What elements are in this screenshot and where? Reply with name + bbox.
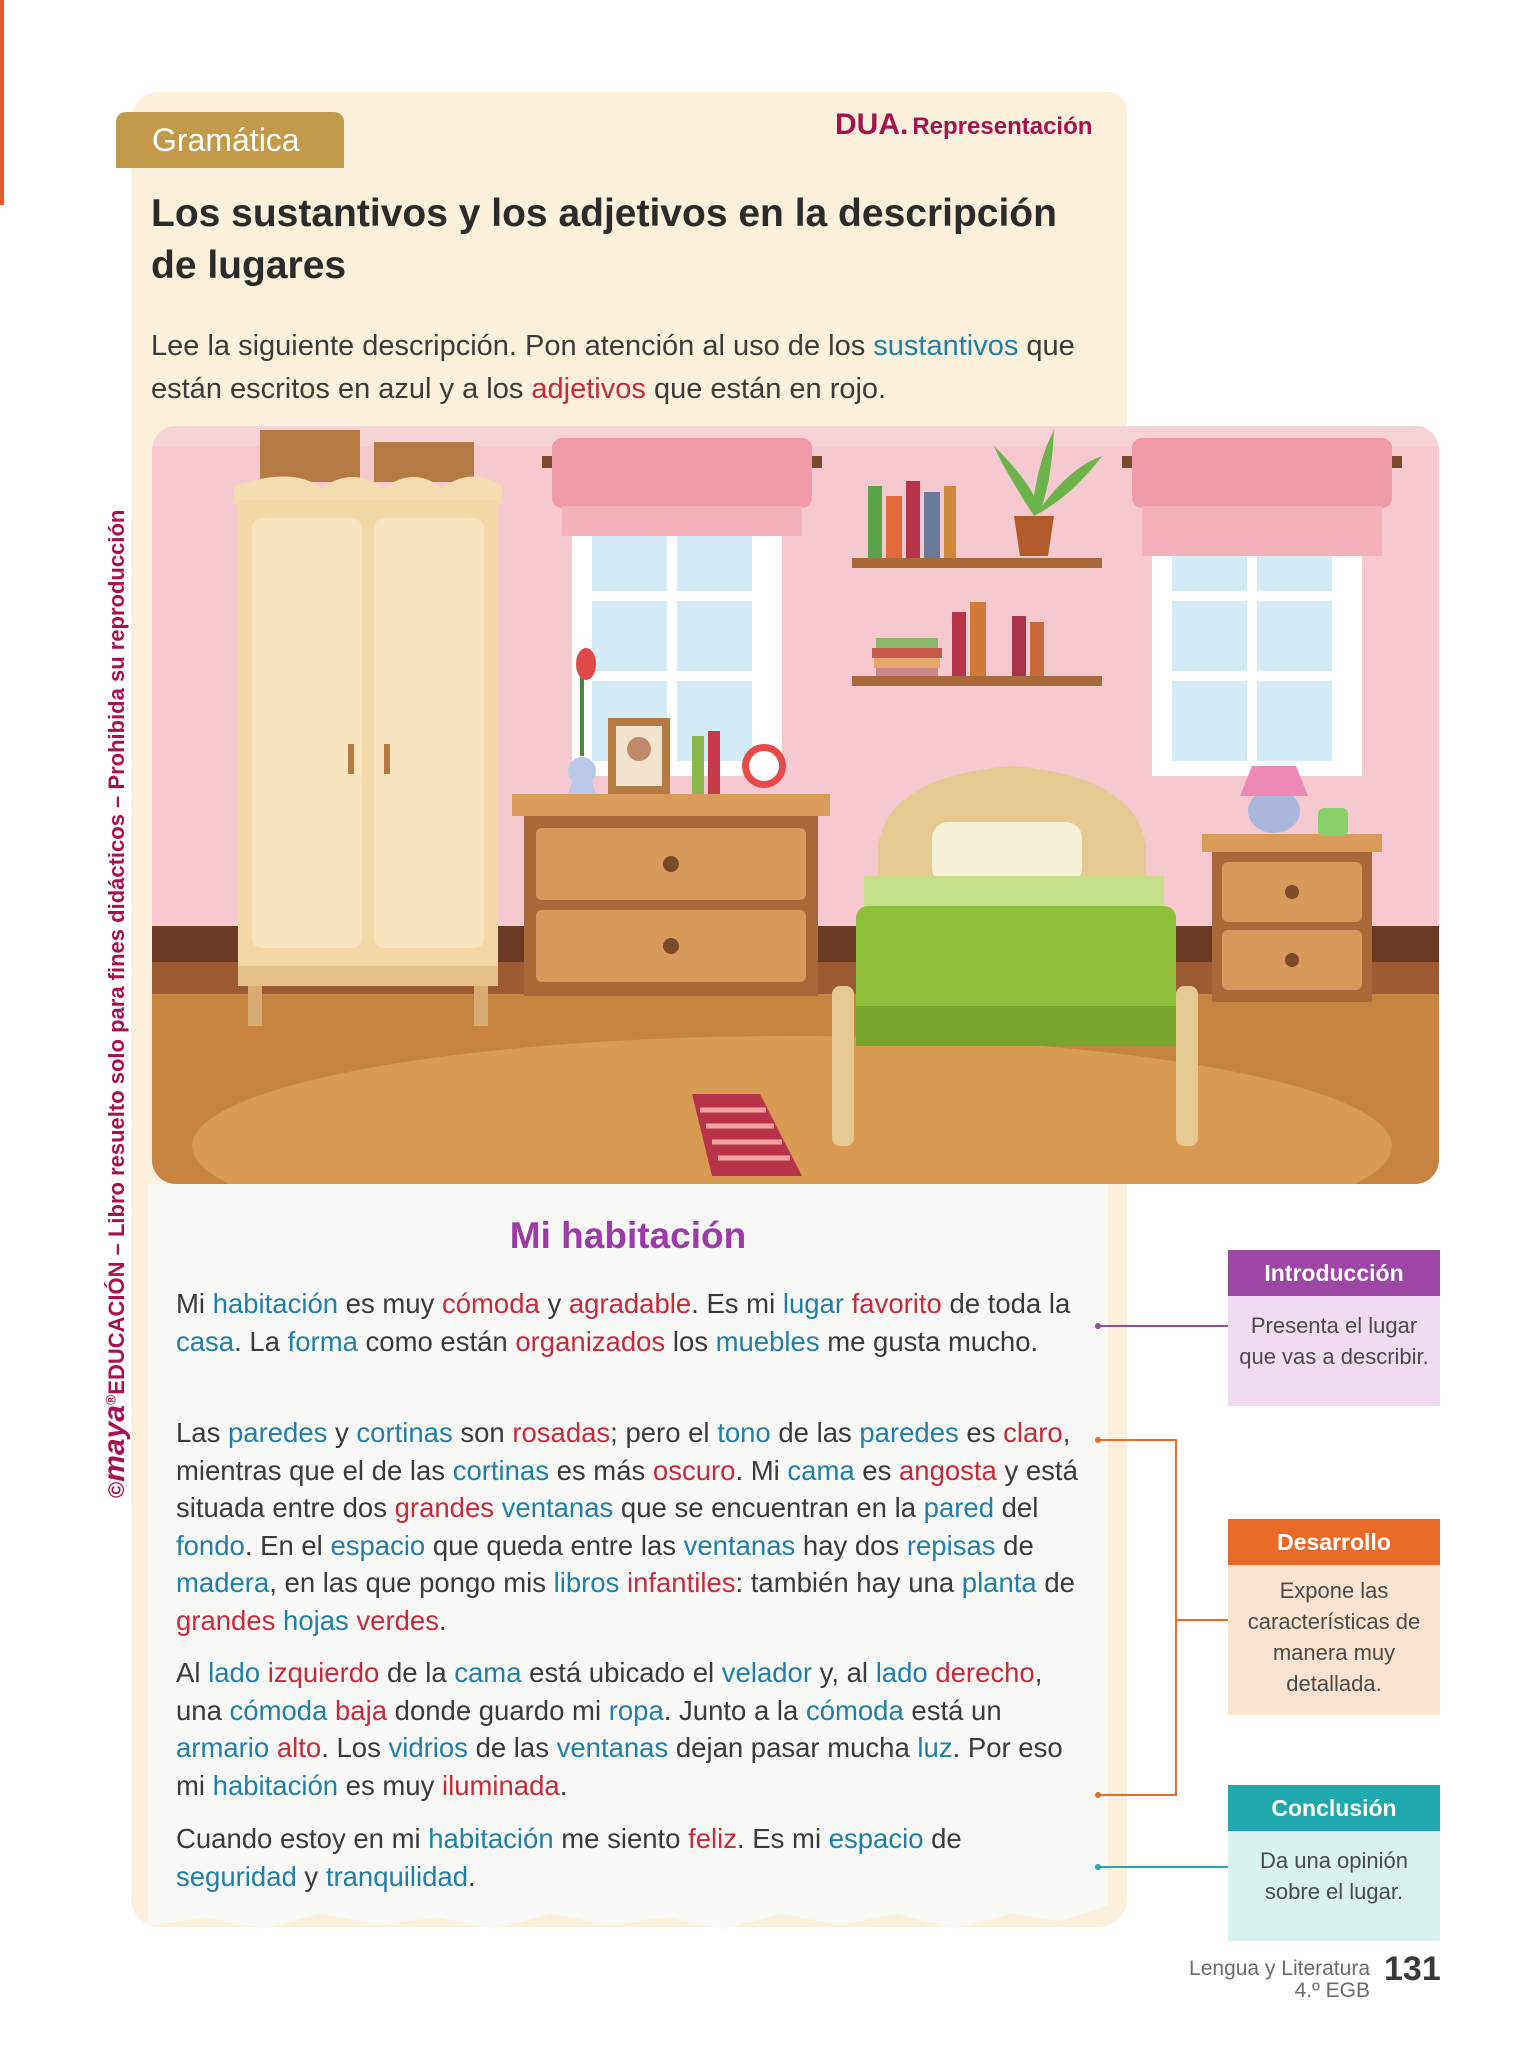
section-tab <box>116 112 344 168</box>
plain-text: de toda la <box>941 1288 1071 1319</box>
adjective-word: grandes <box>176 1604 276 1636</box>
plain-text: del <box>994 1492 1039 1523</box>
reading-paragraph-development-1 <box>176 1414 1086 1639</box>
plain-text: . Es mi <box>737 1823 829 1854</box>
reading-paragraph-introduction <box>176 1285 1086 1360</box>
noun-word: cortinas <box>356 1417 453 1448</box>
adjective-word: feliz <box>688 1823 738 1854</box>
dua-representation: Representación <box>912 113 1093 140</box>
adjective-word: claro <box>1003 1417 1063 1448</box>
noun-word: tono <box>717 1417 771 1448</box>
noun-word: fondo <box>176 1529 245 1561</box>
development-box <box>1228 1519 1440 1715</box>
reading-paragraph-conclusion <box>176 1820 1086 1895</box>
conclusion-description: Da una opinión sobre el lugar. <box>1228 1831 1440 1941</box>
adjective-word: angosta <box>898 1454 997 1486</box>
noun-word: seguridad <box>176 1860 297 1892</box>
instructions-text: que están en rojo. <box>645 373 887 405</box>
footer-subject <box>1150 1958 1370 2002</box>
nouns-keyword: sustantivos <box>873 330 1019 362</box>
plain-text: y <box>327 1417 357 1448</box>
plain-text: . <box>438 1604 447 1636</box>
plain-text: y, al <box>812 1657 876 1688</box>
copyright-notice <box>98 509 132 1498</box>
adjective-word: iluminada <box>441 1769 560 1801</box>
adjective-word: alto <box>276 1732 322 1763</box>
dua-prefix: DUA. <box>835 108 909 141</box>
plain-text: son <box>452 1417 513 1448</box>
adjective-word: derecho <box>935 1657 1035 1688</box>
copyright-text: EDUCACIÓN – Libro resuelto solo para fines didácticos – Prohibida su reproducción <box>104 509 129 1395</box>
noun-word: libros <box>553 1567 620 1598</box>
page-number: 131 <box>1384 1950 1441 1988</box>
plain-text: , una <box>176 1657 1043 1726</box>
reading-title: Mi habitación <box>509 1215 747 1256</box>
plain-text: hay dos <box>795 1529 907 1561</box>
noun-word: ventanas <box>683 1529 796 1561</box>
noun-word: cama <box>454 1657 522 1688</box>
plain-text: es muy <box>338 1769 442 1801</box>
instructions-text: Lee la siguiente descripción. Pon atención al uso de los <box>151 330 874 362</box>
adjective-word: grandes <box>394 1492 495 1523</box>
plain-text: donde guardo mi <box>387 1694 609 1726</box>
plain-text: y <box>296 1860 326 1892</box>
plain-text: . Mi <box>735 1454 788 1486</box>
noun-word: planta <box>961 1567 1037 1598</box>
noun-word: espacio <box>828 1823 924 1854</box>
plain-text: me gusta mucho. <box>819 1325 1039 1357</box>
adjective-word: izquierdo <box>267 1657 380 1688</box>
introduction-heading: Introducción <box>1228 1250 1440 1296</box>
noun-word: cortinas <box>452 1454 549 1486</box>
registered-mark: ® <box>102 1394 119 1406</box>
bedroom-illustration <box>152 426 1439 1184</box>
plain-text: Al <box>176 1657 209 1688</box>
development-heading: Desarrollo <box>1228 1519 1440 1565</box>
adjective-word: rosadas <box>512 1417 611 1448</box>
plain-text: dejan pasar mucha <box>668 1732 918 1763</box>
bedroom-scene <box>152 426 1439 1184</box>
instructions <box>151 325 1091 411</box>
noun-word: armario <box>176 1732 270 1763</box>
plain-text: . <box>468 1860 476 1892</box>
noun-word: lado <box>208 1657 261 1688</box>
footer-subject-name: Lengua y Literatura <box>1189 1957 1370 1980</box>
section-tab-label: Gramática <box>152 121 300 158</box>
plain-text: está un <box>903 1694 1002 1726</box>
plain-text: , en las que pongo mis <box>269 1567 554 1598</box>
noun-word: luz <box>917 1732 953 1763</box>
noun-word: habitación <box>212 1288 339 1319</box>
plain-text: . Es mi <box>691 1288 783 1319</box>
introduction-description: Presenta el lugar que vas a describir. <box>1228 1296 1440 1406</box>
noun-word: repisas <box>906 1529 996 1561</box>
adjective-word: favorito <box>851 1288 942 1319</box>
footer-grade: 4.º EGB <box>1294 1979 1370 2002</box>
adjective-word: oscuro <box>652 1454 736 1486</box>
plain-text: de <box>923 1823 962 1854</box>
noun-word: madera <box>176 1567 270 1598</box>
adjective-word: baja <box>335 1694 388 1726</box>
plain-text <box>327 1695 335 1726</box>
plain-text: es más <box>548 1454 653 1486</box>
plain-text: Las <box>176 1417 228 1448</box>
plain-text: Mi <box>176 1288 213 1319</box>
plain-text: y <box>539 1288 569 1319</box>
plain-text: es <box>854 1454 899 1486</box>
noun-word: cómoda <box>229 1694 328 1726</box>
noun-word: pared <box>923 1492 994 1523</box>
brand-logo-text: maya <box>98 1405 131 1482</box>
development-description: Expone las características de manera muy detallada. <box>1228 1565 1440 1715</box>
noun-word: lugar <box>782 1288 844 1319</box>
adjective-word: verdes <box>356 1604 439 1636</box>
noun-word: ventanas <box>501 1492 614 1523</box>
plain-text <box>619 1567 627 1598</box>
noun-word: vidrios <box>388 1732 468 1763</box>
plain-text: me siento <box>553 1823 689 1854</box>
plain-text: los <box>665 1325 716 1357</box>
adjective-word: infantiles <box>626 1567 736 1598</box>
conclusion-box <box>1228 1785 1440 1941</box>
plain-text: que queda entre las <box>425 1529 684 1561</box>
reading-paragraph-development-2 <box>176 1654 1086 1804</box>
lesson-title: Los sustantivos y los adjetivos en la descripción de lugares <box>151 192 1057 287</box>
dua-label <box>835 108 1092 142</box>
plain-text: . La <box>234 1325 288 1357</box>
plain-text: . <box>559 1769 568 1801</box>
noun-word: paredes <box>227 1417 328 1448</box>
noun-word: forma <box>287 1325 358 1357</box>
noun-word: tranquilidad <box>325 1860 469 1892</box>
conclusion-heading: Conclusión <box>1228 1785 1440 1831</box>
noun-word: espacio <box>330 1529 426 1561</box>
plain-text: como están <box>357 1325 516 1357</box>
noun-word: casa <box>176 1325 235 1357</box>
noun-word: paredes <box>859 1417 959 1448</box>
plain-text: de <box>995 1529 1034 1561</box>
plain-text: es <box>958 1417 1004 1448</box>
plain-text: y está situada entre dos <box>176 1454 1078 1523</box>
plain-text: . En el <box>244 1529 331 1561</box>
plain-text: de <box>1036 1567 1075 1598</box>
noun-word: cómoda <box>805 1694 904 1726</box>
noun-word: lado <box>875 1657 928 1688</box>
noun-word: habitación <box>428 1823 554 1854</box>
noun-word: ropa <box>608 1694 664 1726</box>
instructions-text: que están escritos en azul y a los <box>151 330 1075 405</box>
right-window-illustration <box>1122 438 1402 776</box>
plain-text <box>494 1492 502 1523</box>
adjective-word: cómoda <box>441 1288 540 1319</box>
plain-text: que se encuentran en la <box>613 1492 924 1523</box>
plain-text: de las <box>770 1417 860 1448</box>
plain-text: : también hay una <box>735 1567 962 1598</box>
plain-text <box>269 1732 277 1763</box>
plain-text: de las <box>467 1732 557 1763</box>
plain-text: ; pero el <box>610 1417 718 1448</box>
plain-text: . Por eso mi <box>176 1732 1063 1801</box>
page-edge-accent <box>0 0 4 205</box>
plain-text: . Los <box>321 1732 389 1763</box>
noun-word: habitación <box>212 1769 339 1801</box>
plain-text <box>275 1605 283 1636</box>
adjective-word: agradable <box>568 1288 692 1319</box>
noun-word: ventanas <box>556 1732 669 1763</box>
plain-text: está ubicado el <box>521 1657 722 1688</box>
plain-text: es muy <box>338 1288 442 1319</box>
noun-word: muebles <box>715 1325 820 1357</box>
noun-word: velador <box>721 1657 812 1688</box>
adjectives-keyword: adjetivos <box>531 373 646 405</box>
plain-text <box>260 1657 268 1688</box>
wardrobe-illustration <box>234 430 502 1026</box>
adjective-word: organizados <box>515 1325 666 1357</box>
plain-text <box>844 1288 852 1319</box>
plain-text: Cuando estoy en mi <box>176 1823 429 1854</box>
noun-word: hojas <box>283 1604 349 1636</box>
plain-text: , mientras que el de las <box>176 1417 1071 1486</box>
plain-text: de la <box>379 1657 455 1688</box>
introduction-box <box>1228 1250 1440 1406</box>
plain-text: . Junto a la <box>663 1694 806 1726</box>
noun-word: cama <box>787 1454 855 1486</box>
copyright-symbol: © <box>104 1481 129 1498</box>
